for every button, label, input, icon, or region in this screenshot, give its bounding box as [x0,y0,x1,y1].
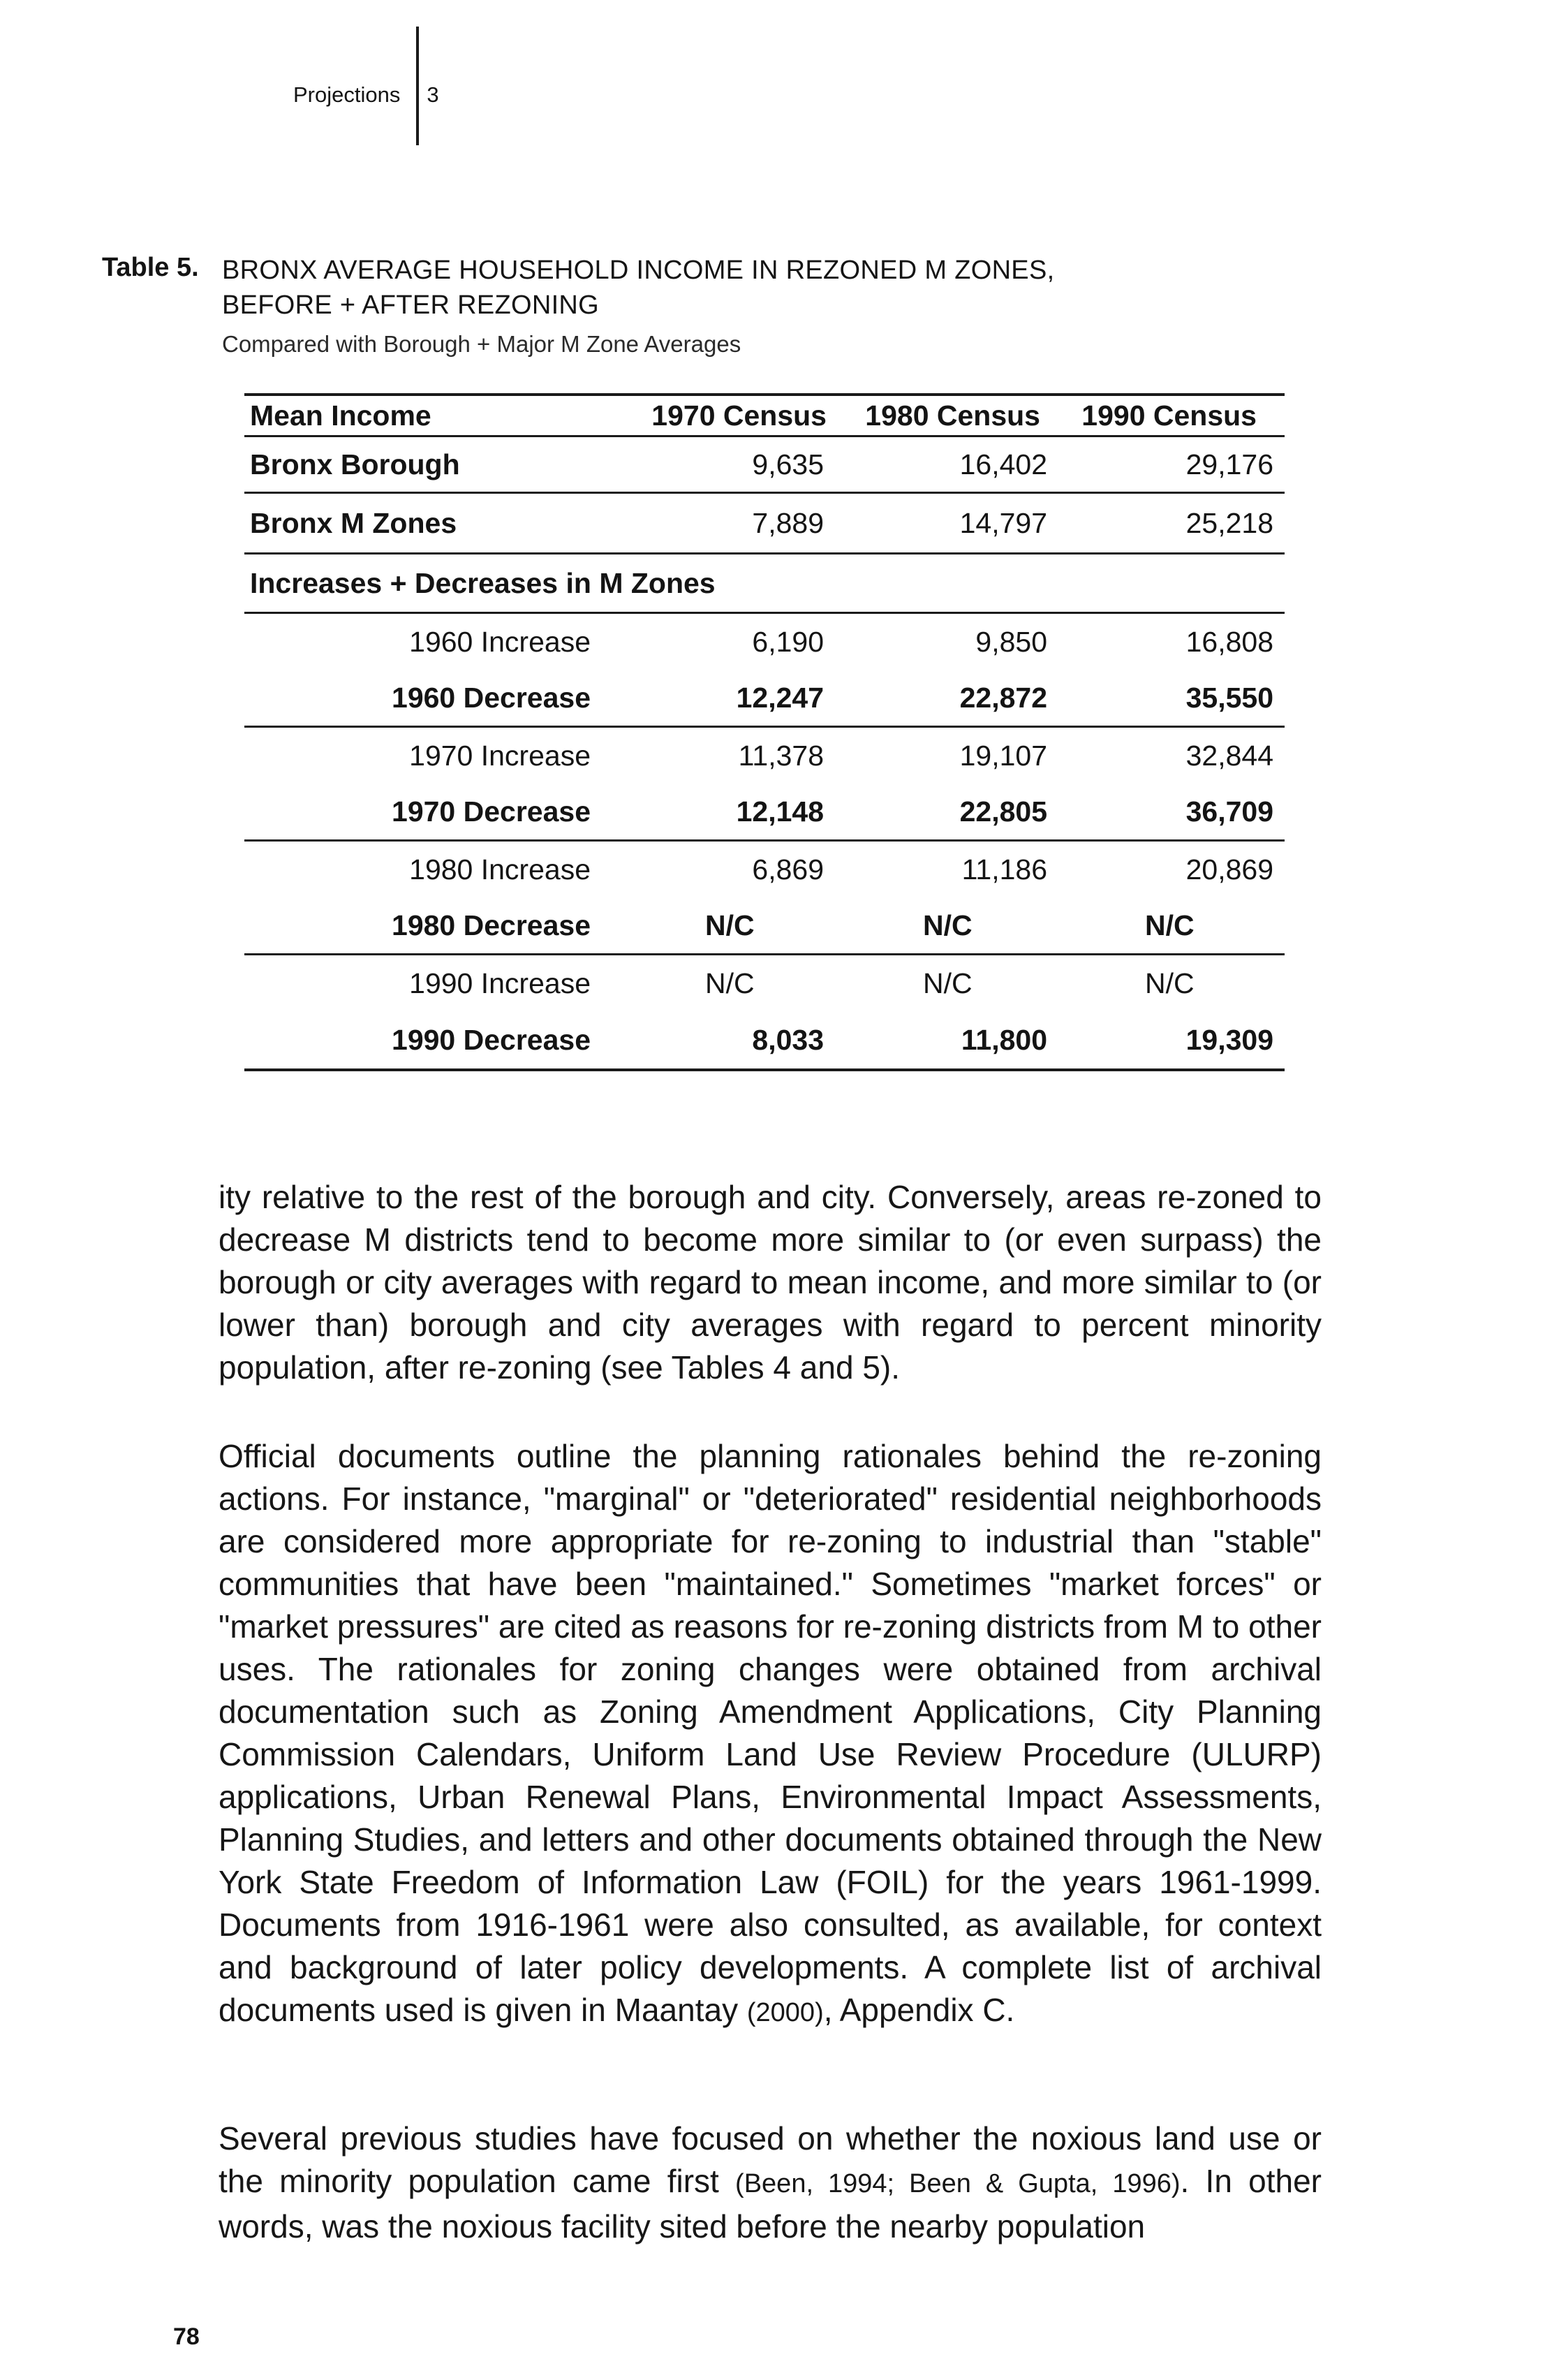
table-row-1980-decrease [244,897,1285,955]
table-row-1970-decrease [244,784,1285,842]
header-1990-census: 1990 Census [1081,399,1257,432]
running-header-section: Projections [293,82,401,107]
cell-1980: 19,107 [959,739,1047,772]
header-1980-census: 1980 Census [865,399,1040,432]
row-label: 1970 Increase [409,739,591,772]
cell-1970: N/C [705,967,755,999]
income-table [244,393,1285,1071]
row-label: 1990 Decrease [392,1023,591,1056]
paragraph-text [219,1435,1322,2034]
cell-1970: 7,889 [752,506,824,539]
row-label: Bronx Borough [250,448,460,480]
table-row-1960-decrease [244,670,1285,728]
table-row-1990-increase [244,955,1285,1011]
cell-1980: 16,402 [959,448,1047,480]
cell-1990: 20,869 [1185,853,1273,886]
body-paragraph-3 [219,2117,1322,2248]
row-label: 1960 Increase [409,625,591,658]
row-label: 1960 Decrease [392,681,591,714]
header-1970-census: 1970 Census [651,399,827,432]
cell-1970: N/C [705,909,755,941]
cell-1980: 22,872 [959,681,1047,714]
cell-1970: 11,378 [738,739,824,772]
header-mean-income: Mean Income [250,399,431,432]
table-subtitle: Compared with Borough + Major M Zone Averages [222,331,741,357]
table-label: Table 5. [102,253,199,282]
cell-1970: 9,635 [752,448,824,480]
running-header [293,75,439,115]
table-title-line1: BRONX AVERAGE HOUSEHOLD INCOME IN REZONED M ZONES, [222,256,1055,285]
cell-1980: N/C [923,909,973,941]
paragraph-main: Official documents outline the planning rationales behind the re-zoning actions. For instance, "marginal" or "deteriorated" residential neighborhoods are considered more appropriate for re-zoning to industrial than "stable" communities that have been "maintained." Sometimes "market forces" or "market pressures" are cited as reasons for re-zoning districts from M to other uses. The rationales for zoning changes were obtained from archival documentation such as Zoning Amendment Applications, City Planning Commission Calendars, Uniform Land Use Review Procedure (ULURP) applications, Urban Renewal Plans, Environmental Impact Assessments, Planning Studies, and letters and other documents obtained through the New York State Freedom of Information Law (FOIL) for the years 1961-1999. Documents from 1916-1961 were also consulted, as available, for context and background of later policy developments. A complete list of archival documents used is given in Maantay [219,1438,1322,2028]
cell-1970: 6,190 [752,625,824,658]
cell-1990: 36,709 [1185,795,1273,828]
table-row-bronx-borough [244,437,1285,494]
table-row-1960-increase [244,614,1285,670]
paragraph-end: , Appendix C. [823,1992,1015,2028]
paragraph-text: ity relative to the rest of the borough and city. Conversely, areas re-zoned to decrease M districts tend to become more similar to (or even surpass) the borough or city averages with regard to mean income, and more similar to (or lower than) borough and city averages with regard to percent minority population, after re-zoning (see Tables 4 and 5). [219,1179,1322,1386]
cell-1980: 11,800 [961,1023,1047,1056]
citation: (Been, 1994; Been & Gupta, 1996) [735,2169,1181,2198]
cell-1980: N/C [923,967,973,999]
citation: (2000) [746,1998,824,2027]
table-header-row [244,393,1285,437]
cell-1990: 19,309 [1185,1023,1273,1056]
row-label: 1970 Decrease [392,795,591,828]
cell-1970: 12,247 [736,681,824,714]
section-label: Increases + Decreases in M Zones [250,566,716,599]
cell-1980: 9,850 [975,625,1047,658]
table-section-row [244,554,1285,614]
body-paragraph-1 [219,1176,1322,1389]
table-title-block [222,253,1054,360]
body-paragraph-2 [219,1435,1322,2034]
cell-1990: 25,218 [1185,506,1273,539]
cell-1990: 32,844 [1185,739,1273,772]
cell-1990: 16,808 [1185,625,1273,658]
running-header-chapter: 3 [427,82,439,107]
cell-1990: 29,176 [1185,448,1273,480]
row-label: Bronx M Zones [250,506,457,539]
table-row-1990-decrease [244,1011,1285,1071]
row-label: 1980 Decrease [392,909,591,941]
table-row-bronx-m-zones [244,494,1285,554]
paragraph-text [219,2117,1322,2248]
cell-1990: N/C [1145,909,1195,941]
cell-1970: 8,033 [752,1023,824,1056]
cell-1970: 6,869 [752,853,824,886]
page-number: 78 [173,2323,200,2350]
paragraph-start: Several previous studies have focused on whether the noxious land use or the minority population came first [219,2120,1322,2199]
row-label: 1980 Increase [409,853,591,886]
table-row-1980-increase [244,842,1285,897]
table-title-line2: BEFORE + AFTER REZONING [222,291,600,320]
paragraph-end: . In other words, was the noxious facility sited before the nearby population [219,2163,1322,2245]
cell-1990: N/C [1145,967,1195,999]
header-divider [416,27,419,145]
cell-1980: 22,805 [959,795,1047,828]
cell-1980: 14,797 [959,506,1047,539]
row-label: 1990 Increase [409,967,591,999]
cell-1990: 35,550 [1185,681,1273,714]
table-row-1970-increase [244,728,1285,784]
cell-1970: 12,148 [736,795,824,828]
cell-1980: 11,186 [961,853,1047,886]
